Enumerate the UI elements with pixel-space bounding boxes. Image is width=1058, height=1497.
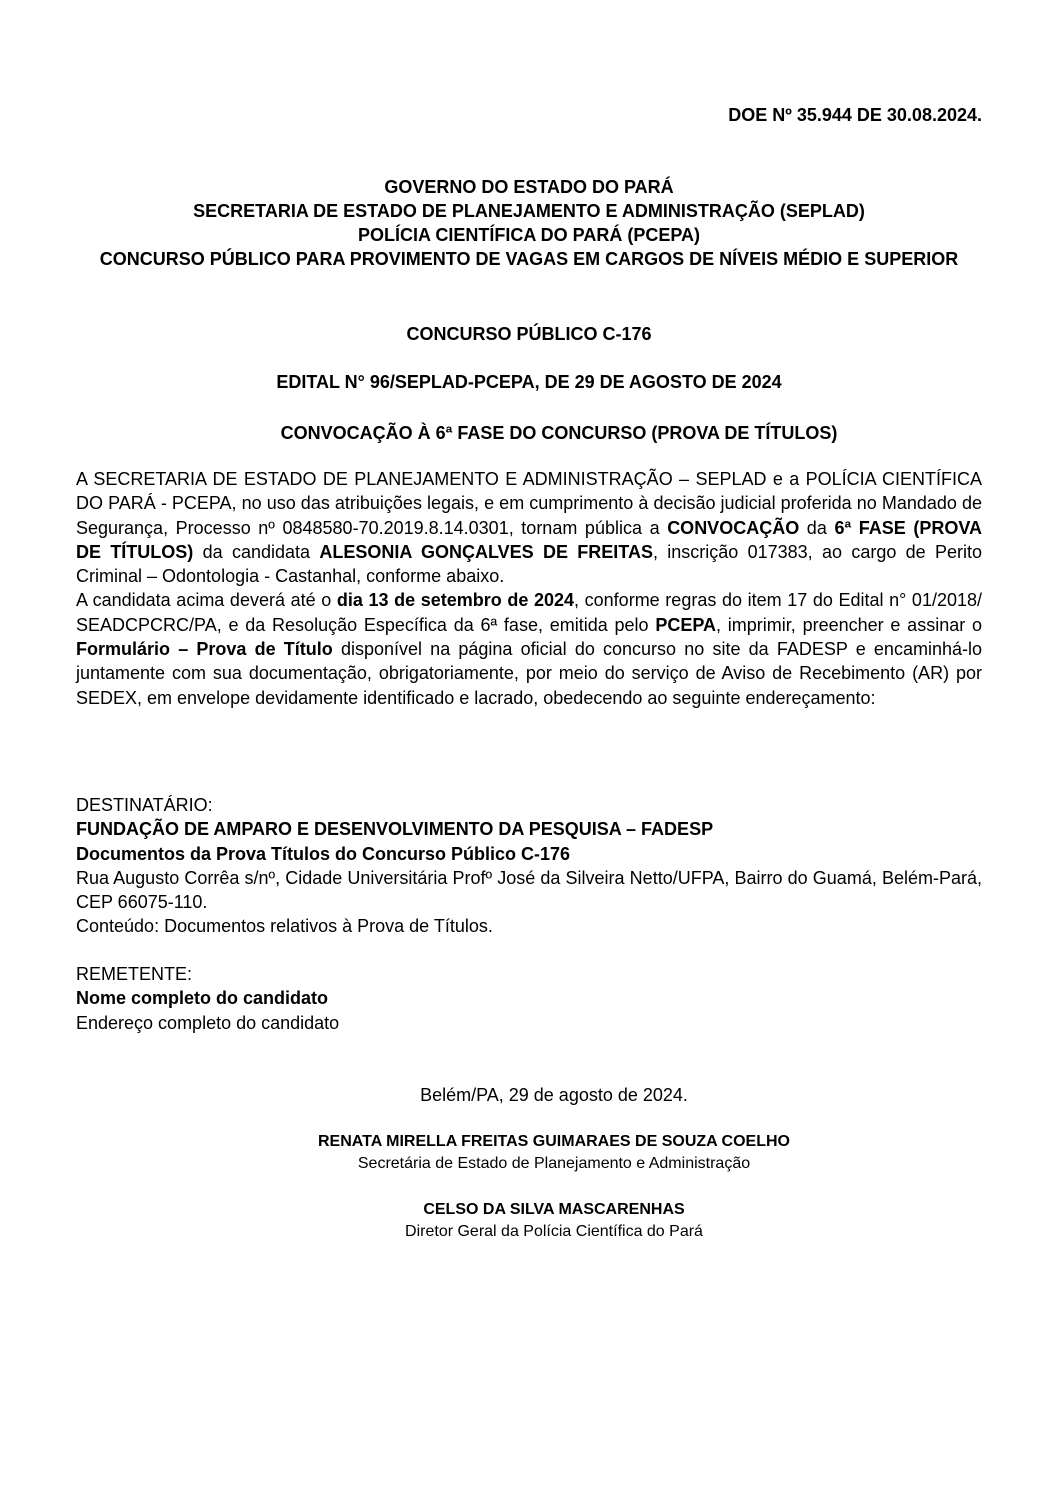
paragraph-text: da candidata: [193, 541, 320, 562]
recipient-content: Conteúdo: Documentos relativos à Prova de Títulos.: [76, 916, 493, 937]
document-page: [76, 0, 982, 1497]
paragraph-convocation: [76, 467, 982, 588]
deadline-date: dia 13 de setembro de 2024: [336, 590, 575, 611]
document-date: Belém/PA, 29 de agosto de 2024.: [420, 1085, 688, 1105]
doe-reference: DOE Nº 35.944 DE 30.08.2024.: [728, 105, 982, 125]
signatory-director: [76, 1199, 982, 1243]
signatory-role: Diretor Geral da Polícia Científica do Pará: [405, 1223, 703, 1240]
recipient-block: [76, 793, 982, 939]
bold-text: PCEPA: [655, 614, 717, 635]
signatory-secretary: [76, 1131, 982, 1175]
header-line-secretariat: SECRETARIA DE ESTADO DE PLANEJAMENTO E ADMINISTRAÇÃO (SEPLAD): [193, 201, 865, 221]
header-line-government: GOVERNO DO ESTADO DO PARÁ: [384, 177, 674, 197]
bold-text: 6ª FASE (PROVA DE TÍTULOS): [76, 517, 982, 562]
paragraph-text: disponível na página oficial do concurso no site da FADESP e encaminhá-lo juntamente com sua documentação, obrigatoriamente, por meio do serviço de Aviso de Recebimento (AR) por SEDEX, em envelope devidamente identificado e lacrado, obedecendo ao seguinte endereçamento:: [76, 639, 982, 708]
signatory-role: Secretária de Estado de Planejamento e Administração: [357, 1155, 751, 1172]
recipient-subject: Documentos da Prova Títulos do Concurso Público C-176: [76, 843, 571, 864]
paragraph-text: , conforme regras do item 17 do Edital n° 01/2018/ SEADCPCRC/PA, e da Resolução Específica da 6ª fase, emitida pelo: [76, 590, 982, 635]
convocation-title: CONVOCAÇÃO À 6ª FASE DO CONCURSO (PROVA DE TÍTULOS): [280, 423, 838, 443]
paragraph-text: A SECRETARIA DE ESTADO DE PLANEJAMENTO E ADMINISTRAÇÃO – SEPLAD e a POLÍCIA CIENTÍFICA DO PARÁ - PCEPA, no uso das atribuições legais, e em cumprimento à decisão judicial proferida no Mandado de Segurança, Processo nº 0848580-70.2019.8.14.0301, tornam pública a: [76, 469, 982, 538]
edital-title: EDITAL N° 96/SEPLAD-PCEPA, DE 29 DE AGOSTO DE 2024: [276, 372, 782, 392]
paragraph-text: , imprimir, preencher e assinar o: [716, 614, 982, 635]
signatory-name: CELSO DA SILVA MASCARENHAS: [423, 1201, 685, 1218]
candidate-name: ALESONIA GONÇALVES DE FREITAS: [319, 541, 653, 562]
form-name: Formulário – Prova de Título: [76, 639, 333, 660]
bold-text: CONVOCAÇÃO: [667, 517, 800, 538]
sender-block: [76, 962, 982, 1035]
paragraph-text: A candidata acima deverá até o: [76, 590, 337, 611]
paragraph-text: da: [799, 517, 835, 538]
document-header: [76, 175, 982, 271]
paragraph-text: , inscrição 017383, ao cargo de Perito Criminal – Odontologia - Castanhal, conforme abaixo.: [76, 541, 983, 587]
header-line-police: POLÍCIA CIENTÍFICA DO PARÁ (PCEPA): [358, 225, 700, 245]
recipient-name: FUNDAÇÃO DE AMPARO E DESENVOLVIMENTO DA PESQUISA – FADESP: [76, 819, 714, 840]
sender-name: Nome completo do candidato: [76, 988, 329, 1009]
recipient-address: Rua Augusto Corrêa s/nº, Cidade Universitária Profº José da Silveira Netto/UFPA, Bairro do Guamá, Belém-Pará, CEP 66075-110.: [76, 867, 982, 913]
paragraph-instructions: [76, 588, 982, 709]
sender-address: Endereço completo do candidato: [76, 1012, 340, 1033]
signatory-name: RENATA MIRELLA FREITAS GUIMARAES DE SOUZA COELHO: [318, 1133, 790, 1150]
header-line-contest: CONCURSO PÚBLICO PARA PROVIMENTO DE VAGAS EM CARGOS DE NÍVEIS MÉDIO E SUPERIOR: [99, 249, 959, 269]
recipient-label: DESTINATÁRIO:: [76, 795, 213, 815]
sender-label: REMETENTE:: [76, 964, 193, 984]
contest-title: CONCURSO PÚBLICO C-176: [406, 324, 652, 344]
document-body: [76, 467, 982, 710]
